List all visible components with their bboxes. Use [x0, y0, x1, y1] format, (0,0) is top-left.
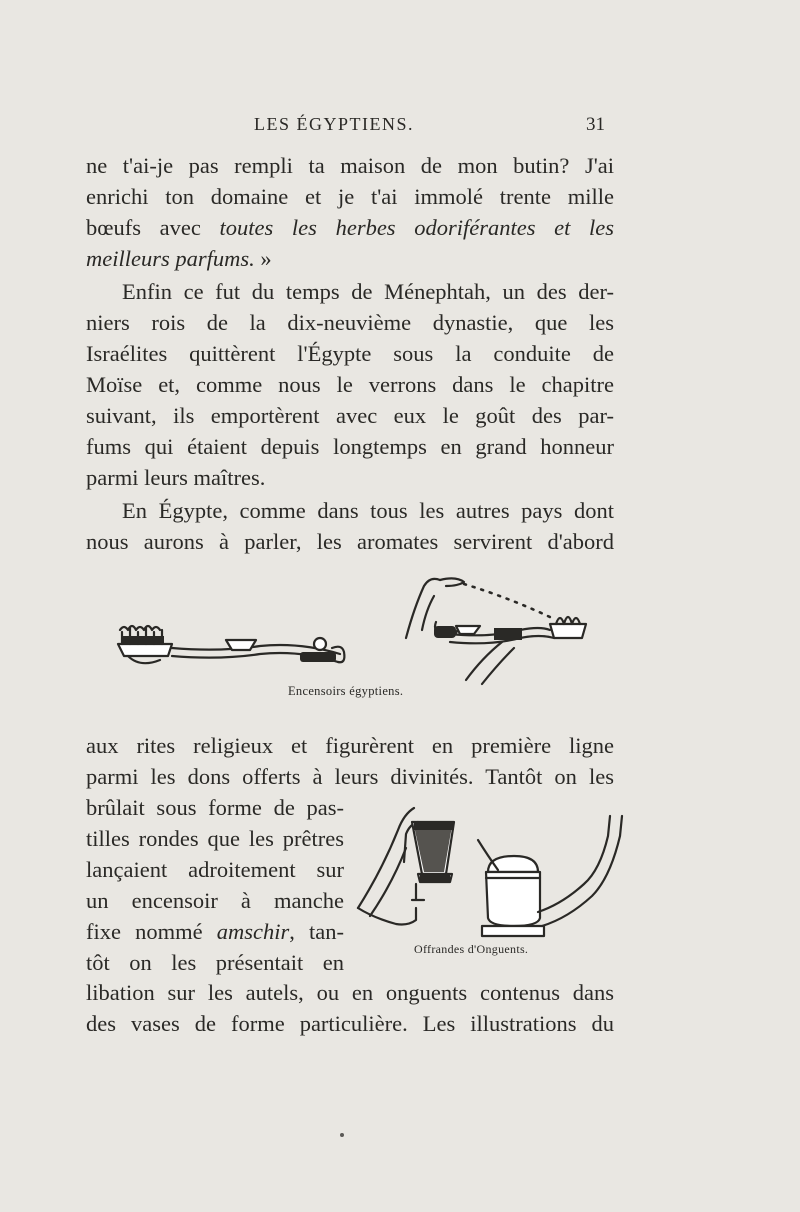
- text-line: nous aurons à parler, les aromates servirent d'abord: [86, 529, 614, 554]
- ointment-offering-illustration: [352, 800, 628, 950]
- figure-caption-censers: Encensoirs égyptiens.: [288, 684, 404, 698]
- text-line: tilles rondes que les prêtres: [86, 826, 344, 851]
- italic-phrase: meilleurs parfums.: [86, 246, 255, 271]
- text-line: En Égypte, comme dans tous les autres pays dont: [122, 498, 614, 523]
- text-span: fixe nommé: [86, 919, 203, 944]
- closing-quote: »: [260, 246, 272, 271]
- running-title: LES ÉGYPTIENS.: [254, 114, 414, 134]
- text-line: Israélites quittèrent l'Égypte sous la conduite de: [86, 341, 614, 366]
- text-line: parmi les dons offerts à leurs divinités. Tantôt on les: [86, 764, 614, 789]
- text-line: lançaient adroitement sur: [86, 857, 344, 882]
- text-line: Moïse et, comme nous le verrons dans le chapitre: [86, 372, 614, 397]
- paper-speck: [340, 1133, 344, 1137]
- text-line: parmi leurs maîtres.: [86, 465, 266, 490]
- italic-term: amschir: [216, 919, 290, 944]
- text-line: [86, 244, 614, 274]
- figure-caption-ointments: Offrandes d'Onguents.: [414, 942, 529, 956]
- text-line: des vases de forme particulière. Les illustrations du: [86, 1011, 614, 1036]
- text-line: enrichi ton domaine et je t'ai immolé trente mille: [86, 184, 614, 209]
- text-line: niers rois de la dix-neuvième dynastie, que les: [86, 310, 614, 335]
- text-line: libation sur les autels, ou en onguents contenus dans: [86, 980, 614, 1005]
- text-line: suivant, ils emportèrent avec eux le goût des par-: [86, 403, 614, 428]
- text-span: bœufs avec: [86, 215, 201, 240]
- incense-burner-illustration: [110, 568, 600, 692]
- text-line: aux rites religieux et figurèrent en première ligne: [86, 733, 614, 758]
- text-span: , tan-: [289, 919, 344, 944]
- italic-phrase: toutes les herbes odoriférantes et les: [219, 215, 615, 240]
- page-header: [0, 114, 800, 140]
- text-line: [86, 213, 614, 243]
- text-line: tôt on les présentait en: [86, 950, 344, 975]
- text-line: brûlait sous forme de pas-: [86, 795, 344, 820]
- text-line: un encensoir à manche: [86, 888, 344, 913]
- text-line: ne t'ai-je pas rempli ta maison de mon butin? J'ai: [86, 153, 614, 178]
- text-line: Enfin ce fut du temps de Ménephtah, un des der-: [122, 279, 614, 304]
- text-line: [86, 917, 344, 947]
- text-line: fums qui étaient depuis longtemps en grand honneur: [86, 434, 614, 459]
- page-number: 31: [586, 114, 605, 135]
